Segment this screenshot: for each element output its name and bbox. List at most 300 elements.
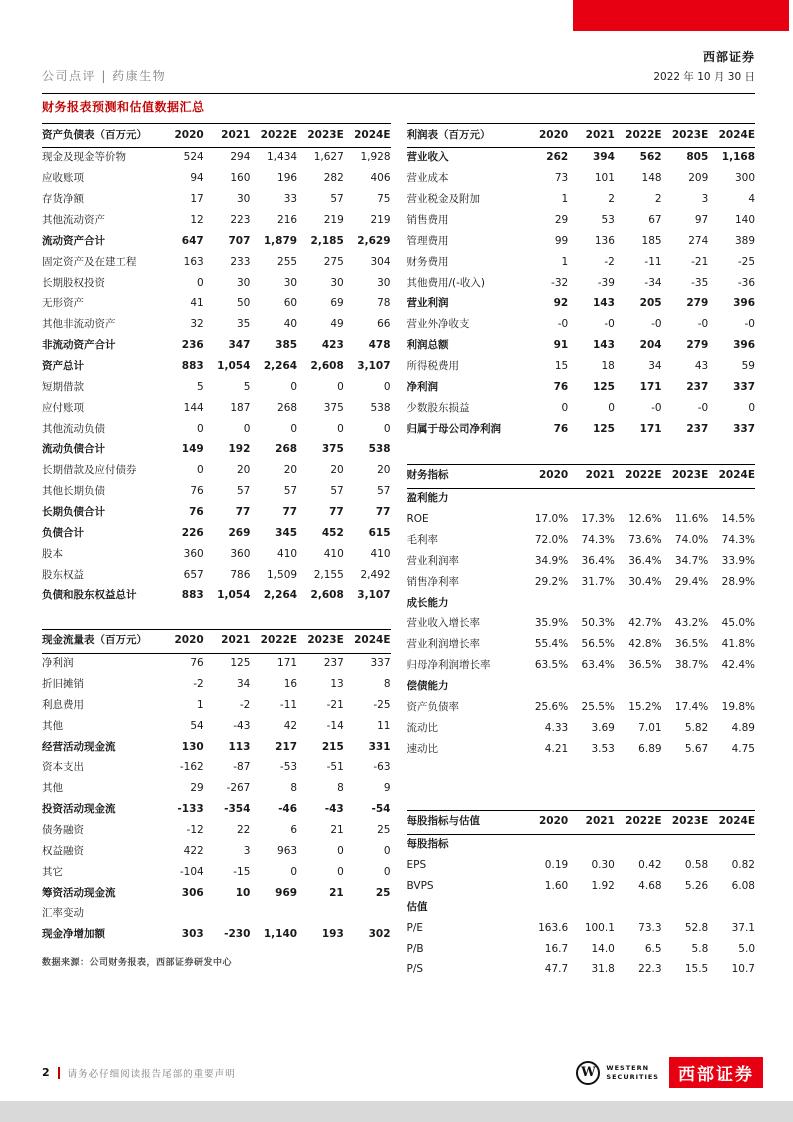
cell-value: 57: [237, 485, 251, 498]
year-column-header: 2023E: [662, 810, 709, 834]
cell-value: 15.5: [684, 963, 709, 976]
cell-value: 236: [181, 339, 204, 352]
cell-value: 15: [554, 359, 569, 372]
cell-value: 130: [181, 740, 204, 753]
cell-value: 63.5%: [534, 659, 569, 672]
table-row: [42, 377, 391, 398]
cell-value: [615, 897, 662, 918]
cell-value: 94: [190, 172, 204, 185]
row-label: 营业外净收支: [406, 318, 470, 331]
cell-value: 205: [639, 297, 662, 310]
row-label: 净利润: [42, 657, 74, 670]
cell-value: 524: [183, 151, 204, 164]
cell-value: 34.7%: [674, 554, 709, 567]
table-header-row: [407, 810, 756, 834]
cell-value: 30.4%: [628, 575, 662, 588]
cell-value: 538: [368, 443, 391, 456]
table-row: [407, 398, 756, 419]
cell-value: 294: [230, 151, 251, 164]
cell-value: 17.3%: [581, 513, 615, 526]
cell-value: 4.75: [731, 742, 755, 755]
cell-value: 279: [686, 297, 709, 310]
cell-value: 1,168: [721, 151, 755, 164]
cell-value: 262: [546, 151, 569, 164]
cell-value: 0: [608, 401, 615, 414]
year-column-header: 2024E: [344, 124, 391, 148]
table-row: [407, 877, 756, 898]
table-row: [407, 656, 756, 677]
cell-value: [662, 676, 709, 697]
cell-value: 3: [701, 193, 709, 206]
table-row: [42, 565, 391, 586]
row-label: 筹资活动现金流: [42, 886, 116, 899]
cell-value: 69: [330, 297, 344, 310]
row-label: 资本支出: [42, 761, 84, 774]
brand-name: 西部证券: [702, 50, 755, 64]
table-row: [407, 356, 756, 377]
table-row: [407, 530, 756, 551]
header-right: [653, 48, 755, 84]
cell-value: 196: [277, 172, 298, 185]
cell-value: 0: [561, 401, 569, 414]
cell-value: 1,434: [267, 151, 298, 164]
page-footer: [42, 1057, 763, 1088]
year-column-header: 2020: [157, 629, 204, 653]
table-row: [42, 800, 391, 821]
year-column-header: 2022E: [250, 124, 297, 148]
cell-value: 216: [277, 213, 298, 226]
cell-value: 7.01: [638, 721, 662, 734]
cell-value: -162: [179, 761, 204, 774]
table-row: [42, 252, 391, 273]
cell-value: -51: [326, 761, 344, 774]
table-header-row: [407, 124, 756, 148]
cell-value: 53: [601, 213, 615, 226]
cell-value: 410: [323, 547, 344, 560]
cell-value: 31.8: [591, 963, 615, 976]
table-row: [407, 377, 756, 398]
cell-value: 209: [688, 172, 709, 185]
page-number: 2: [42, 1066, 50, 1079]
cell-value: 47.7: [544, 963, 569, 976]
table-row: [407, 718, 756, 739]
table-row: [407, 551, 756, 572]
row-label: 营业收入: [406, 151, 449, 164]
year-column-header: 2023E: [297, 124, 344, 148]
row-label: 非流动资产合计: [42, 339, 116, 352]
cell-value: 0: [383, 844, 391, 857]
year-column-header: 2023E: [297, 629, 344, 653]
cell-value: 6: [290, 824, 298, 836]
table-row: [42, 210, 391, 231]
cell-value: 42.8%: [628, 638, 662, 651]
table-row: [407, 315, 756, 336]
report-content: [42, 92, 755, 981]
cell-value: 10: [235, 886, 251, 899]
cell-value: 0: [290, 865, 298, 878]
logo-english-text: [606, 1064, 659, 1081]
cell-value: 304: [370, 255, 391, 268]
cell-value: 0.42: [638, 859, 662, 872]
cell-value: 1,928: [360, 151, 391, 164]
cell-value: 452: [321, 526, 344, 539]
table-row: [42, 231, 391, 252]
per-share-valuation-table: [407, 810, 756, 981]
row-label: 营业税金及附加: [406, 193, 480, 206]
cell-value: [157, 904, 204, 925]
cell-value: 217: [275, 740, 298, 753]
cell-value: 33: [283, 193, 298, 206]
table-title: 利润表（百万元）: [407, 124, 522, 148]
cell-value: 1.60: [544, 880, 569, 892]
cell-value: -36: [737, 276, 755, 289]
cell-value: [708, 897, 755, 918]
report-date: 2022 年 10 月 30 日: [653, 71, 755, 83]
row-label: 现金及现金等价物: [42, 151, 126, 164]
cell-value: 0: [197, 464, 204, 477]
row-label: 毛利率: [406, 533, 438, 546]
year-column-header: 2021: [568, 124, 615, 148]
table-row: [42, 544, 391, 565]
row-label: 流动资产合计: [42, 234, 105, 247]
cell-value: 0: [748, 401, 755, 414]
cell-value: 615: [368, 526, 391, 539]
cell-value: 385: [275, 339, 298, 352]
cell-value: 50: [237, 297, 251, 310]
cell-value: 5.82: [684, 721, 709, 734]
row-label: 应付账项: [42, 401, 84, 414]
source-note: 数据来源：公司财务报表，西部证券研发中心: [42, 957, 233, 968]
row-label: 净利润: [406, 380, 438, 393]
cell-value: 43.2%: [674, 617, 709, 630]
cell-value: 11: [377, 719, 391, 732]
left-column: [42, 123, 391, 968]
table-row: [42, 862, 391, 883]
row-label: 其它: [42, 865, 63, 878]
cell-value: 18: [601, 359, 615, 372]
row-label: 其他长期负债: [42, 485, 105, 498]
logo-chinese-badge: 西部证券: [669, 1057, 763, 1088]
cell-value: 0.58: [684, 859, 709, 872]
cell-value: 0: [197, 276, 204, 289]
row-label: 速动比: [406, 742, 438, 755]
table-row: [407, 252, 756, 273]
row-label: 流动比: [406, 721, 438, 734]
table-row: [407, 897, 756, 918]
cell-value: 17: [190, 193, 204, 206]
cell-value: [568, 834, 615, 855]
cell-value: [662, 897, 709, 918]
cell-value: -0: [651, 401, 662, 414]
year-column-header: 2020: [522, 810, 569, 834]
year-column-header: 2022E: [615, 810, 662, 834]
cell-value: -39: [597, 276, 615, 289]
cell-value: -25: [373, 698, 391, 711]
cell-value: [708, 593, 755, 614]
cell-value: 5: [197, 380, 204, 393]
cell-value: 41.8%: [721, 638, 755, 651]
year-column-header: 2024E: [708, 464, 755, 488]
cell-value: 5.67: [684, 742, 709, 755]
cell-value: 3,107: [357, 359, 391, 372]
cell-value: 160: [230, 172, 251, 185]
table-row: [407, 697, 756, 718]
cell-value: 10.7: [731, 963, 755, 976]
cell-value: 337: [733, 422, 755, 435]
table-row: [42, 904, 391, 925]
cell-value: 274: [688, 234, 709, 247]
cell-value: 36.5%: [674, 638, 709, 651]
cell-value: 282: [323, 172, 344, 185]
row-label: 财务费用: [406, 255, 449, 268]
cell-value: 57: [283, 485, 298, 498]
cell-value: [344, 904, 391, 925]
cell-value: 0.19: [544, 859, 569, 872]
cell-value: 0: [337, 422, 344, 435]
cell-value: 1,140: [263, 928, 298, 941]
year-column-header: 2021: [204, 629, 251, 653]
cell-value: 57: [377, 485, 391, 498]
row-label: 营业利润: [406, 297, 449, 310]
cell-value: 21: [330, 824, 344, 836]
cell-value: 2,185: [310, 234, 344, 247]
cell-value: 148: [641, 172, 662, 185]
table-row: [42, 190, 391, 211]
cell-value: 74.3%: [581, 533, 615, 546]
row-label: P/S: [406, 963, 424, 976]
cell-value: 63.4%: [581, 659, 615, 672]
cell-value: 347: [228, 339, 251, 352]
cell-value: [662, 488, 709, 509]
row-label: 长期股权投资: [42, 276, 105, 289]
cell-value: 0: [197, 422, 204, 435]
cell-value: 97: [694, 213, 709, 226]
table-row: [407, 960, 756, 981]
cell-value: -2: [239, 698, 251, 711]
cell-value: 100.1: [584, 921, 615, 934]
cell-value: 0: [337, 380, 344, 393]
row-label: 利息费用: [42, 698, 84, 711]
cell-value: 204: [639, 339, 662, 352]
table-row: [407, 169, 756, 190]
table-row: [42, 883, 391, 904]
cell-value: 45.0%: [721, 617, 755, 630]
cell-value: 331: [368, 740, 391, 753]
cell-value: -0: [604, 318, 615, 331]
cell-value: 42: [283, 719, 298, 732]
cell-value: -14: [326, 719, 344, 732]
cell-value: [522, 897, 569, 918]
cell-value: 538: [370, 401, 391, 414]
cell-value: 255: [277, 255, 298, 268]
table-row: [42, 502, 391, 523]
cell-value: 0.30: [591, 859, 615, 872]
cell-value: 237: [323, 657, 344, 670]
cell-value: 337: [370, 657, 391, 670]
year-column-header: 2021: [568, 810, 615, 834]
cell-value: 423: [321, 339, 344, 352]
cell-value: 22.3: [638, 963, 662, 976]
row-label: EPS: [406, 859, 427, 872]
cell-value: 410: [370, 547, 391, 560]
table-row: [42, 356, 391, 377]
cell-value: 40: [283, 318, 298, 331]
table-row: [42, 821, 391, 842]
cell-value: 422: [183, 844, 204, 857]
footer-left: [42, 1066, 236, 1080]
cell-value: 192: [228, 443, 251, 456]
cell-value: 34.9%: [534, 554, 569, 567]
row-label: 成长能力: [406, 596, 449, 609]
cell-value: 8: [383, 677, 391, 690]
page-header: [42, 48, 755, 94]
logo-en-line2: SECURITIES: [606, 1072, 659, 1081]
row-label: 债务融资: [42, 824, 84, 836]
cell-value: -12: [186, 824, 204, 836]
cell-value: 28.9%: [721, 575, 755, 588]
cell-value: 5.0: [738, 942, 755, 955]
footer-disclaimer: 请务必仔细阅读报告尾部的重要声明: [67, 1068, 236, 1080]
row-label: 权益融资: [42, 844, 84, 857]
cell-value: 226: [181, 526, 204, 539]
cell-value: 60: [283, 297, 298, 310]
table-row: [42, 737, 391, 758]
table-row: [407, 635, 756, 656]
cell-value: 30: [377, 276, 391, 289]
cell-value: 0: [383, 422, 391, 435]
cell-value: -21: [691, 255, 709, 268]
cell-value: 707: [228, 234, 251, 247]
cell-value: 0: [290, 380, 298, 393]
cell-value: 5.26: [684, 880, 709, 892]
row-label: 折旧摊销: [42, 677, 84, 690]
cell-value: 268: [277, 401, 298, 414]
cell-value: 1,509: [267, 568, 298, 581]
cell-value: [250, 904, 297, 925]
row-label: 其他非流动资产: [42, 318, 116, 331]
cell-value: 306: [181, 886, 204, 899]
cell-value: 50.3%: [581, 617, 615, 630]
cell-value: 337: [733, 380, 755, 393]
cell-value: [708, 488, 755, 509]
cell-value: 883: [181, 359, 204, 372]
cell-value: 101: [594, 172, 615, 185]
cell-value: 0: [383, 380, 391, 393]
cell-value: 73: [554, 172, 569, 185]
table-row: [407, 510, 756, 531]
cell-value: 0: [243, 422, 251, 435]
cell-value: -2: [193, 677, 204, 690]
cash-flow-table: [42, 629, 391, 946]
cell-value: 375: [323, 401, 344, 414]
income-statement-table: [407, 123, 756, 440]
cell-value: 77: [329, 505, 344, 518]
cell-value: 74.0%: [674, 533, 709, 546]
year-column-header: 2020: [522, 464, 569, 488]
row-label: 偿债能力: [406, 679, 449, 692]
cell-value: -54: [371, 803, 391, 816]
row-label: 营业成本: [406, 172, 449, 185]
cell-value: 19.8%: [721, 700, 755, 713]
table-row: [42, 461, 391, 482]
table-row: [42, 169, 391, 190]
cell-value: -46: [278, 803, 298, 816]
row-label: 其他流动资产: [42, 213, 105, 226]
cell-value: -0: [697, 318, 709, 331]
report-category: 公司点评 | 药康生物: [42, 69, 167, 83]
cell-value: 410: [277, 547, 298, 560]
cell-value: -0: [697, 401, 709, 414]
cell-value: 163: [183, 255, 204, 268]
table-row: [42, 315, 391, 336]
cell-value: -0: [744, 318, 755, 331]
table-row: [42, 273, 391, 294]
cell-value: 91: [553, 339, 569, 352]
cell-value: 16: [283, 677, 298, 690]
cell-value: [615, 593, 662, 614]
row-label: 负债和股东权益总计: [42, 589, 137, 602]
table-row: [407, 856, 756, 877]
cell-value: [297, 904, 344, 925]
cell-value: 237: [686, 422, 709, 435]
cell-value: 1: [561, 255, 569, 268]
cell-value: 38.7%: [674, 659, 709, 672]
table-header-row: [42, 629, 391, 653]
footer-divider: [58, 1067, 60, 1079]
cell-value: [568, 593, 615, 614]
year-column-header: 2020: [522, 124, 569, 148]
cell-value: 2,492: [360, 568, 391, 581]
cell-value: 5: [243, 380, 251, 393]
cell-value: 15.2%: [628, 700, 662, 713]
cell-value: 0.82: [731, 859, 755, 872]
table-row: [42, 653, 391, 674]
row-label: 其他费用/(-收入): [406, 276, 486, 289]
row-label: 负债合计: [42, 526, 84, 539]
row-label: 长期负债合计: [42, 505, 105, 518]
row-label: 营业利润增长率: [406, 638, 480, 651]
cell-value: -32: [551, 276, 569, 289]
cell-value: -43: [233, 719, 251, 732]
table-row: [42, 398, 391, 419]
cell-value: 77: [375, 505, 391, 518]
cell-value: 57: [330, 193, 344, 206]
cell-value: 171: [639, 380, 662, 393]
row-label: 股本: [42, 547, 63, 560]
cell-value: 20: [330, 464, 344, 477]
cell-value: 11.6%: [674, 513, 709, 526]
balance-sheet-table: [42, 123, 391, 607]
cell-value: 2,264: [263, 589, 298, 602]
cell-value: 969: [275, 886, 298, 899]
row-label: 每股指标: [406, 838, 449, 851]
table-row: [407, 336, 756, 357]
cell-value: 1: [561, 193, 569, 206]
cell-value: 2: [608, 193, 615, 206]
cell-value: 883: [181, 589, 204, 602]
cell-value: [615, 676, 662, 697]
cell-value: 2,608: [310, 359, 344, 372]
cell-value: -21: [326, 698, 344, 711]
table-row: [42, 440, 391, 461]
cell-value: 57: [330, 485, 344, 498]
cell-value: 2,629: [357, 234, 391, 247]
cell-value: -35: [691, 276, 709, 289]
cell-value: 14.5%: [721, 513, 755, 526]
row-label: 现金净增加额: [42, 928, 105, 941]
cell-value: 76: [553, 422, 569, 435]
year-column-header: 2024E: [344, 629, 391, 653]
